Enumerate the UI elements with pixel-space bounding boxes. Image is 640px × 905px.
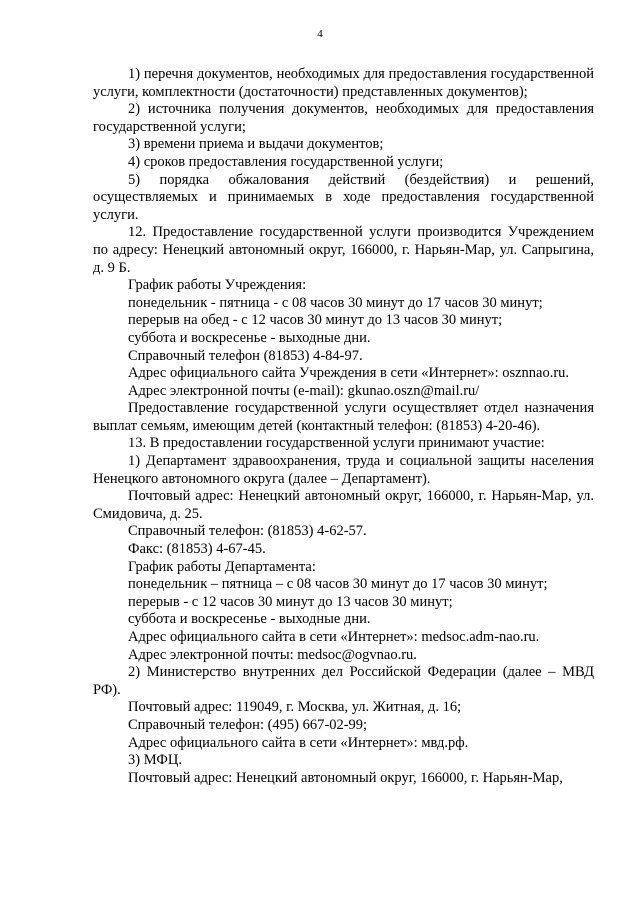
- paragraph-schedule-weekdays: понедельник - пятница - с 08 часов 30 минут до 17 часов 30 минут;: [128, 294, 543, 311]
- paragraph-participant-2: 2) Министерство внутренних дел Российской Федерации (далее – МВД РФ).: [93, 664, 594, 698]
- paragraph-list-item-2: 2) источника получения документов, необходимых для предоставления государственной услуги;: [93, 101, 594, 135]
- paragraph-participant-1-schedule-heading: График работы Департамента:: [128, 558, 316, 575]
- paragraph-participant-1-website: Адрес официального сайта в сети «Интернет»: medsoc.adm-nao.ru.: [128, 629, 540, 645]
- paragraph-section-12: 12. Предоставление государственной услуги производится Учреждением по адресу: Ненецкий автономный округ, 166000, г. Нарьян-Мар, ул. Сапрыгина, д. 9 Б.: [93, 224, 594, 276]
- paragraph-website: Адрес официального сайта Учреждения в сети «Интернет»: osznnao.ru.: [128, 365, 570, 382]
- paragraph-participant-1-weekdays: понедельник – пятница – с 08 часов 30 минут до 17 часов 30 минут;: [128, 576, 548, 593]
- paragraph-email: Адрес электронной почты (e-mail): gkunao.oszn@mail.ru/: [128, 382, 480, 399]
- paragraph-participant-1-email: Адрес электронной почты: medsoc@ogvnao.ru.: [128, 646, 417, 663]
- paragraph-participant-1: 1) Департамент здравоохранения, труда и социальной защиты населения Ненецкого автономного округа (далее – Департамент).: [93, 453, 594, 487]
- paragraph-participant-2-phone: Справочный телефон: (495) 667-02-99;: [128, 716, 368, 733]
- paragraph-participant-1-phone: Справочный телефон: (81853) 4-62-57.: [128, 523, 367, 540]
- paragraph-participant-1-fax: Факс: (81853) 4-67-45.: [128, 541, 266, 558]
- paragraph-participant-3: 3) МФЦ.: [128, 752, 182, 769]
- paragraph-list-item-3: 3) времени приема и выдачи документов;: [128, 136, 384, 153]
- page-number: 4: [317, 28, 323, 40]
- paragraph-participant-3-address: Почтовый адрес: Ненецкий автономный округ, 166000, г. Нарьян-Мар,: [128, 769, 563, 786]
- paragraph-list-item-5: 5) порядка обжалования действий (бездействия) и решений, осуществляемых и принимаемых в ходе предоставления государственной услуги.: [93, 171, 594, 223]
- paragraph-participant-1-break: перерыв - с 12 часов 30 минут до 13 часов 30 минут;: [128, 593, 453, 610]
- paragraph-participant-2-website: Адрес официального сайта в сети «Интернет»: мвд.рф.: [128, 734, 469, 751]
- paragraph-list-item-4: 4) сроков предоставления государственной услуги;: [128, 153, 444, 170]
- paragraph-participant-1-weekend: суббота и воскресенье - выходные дни.: [128, 611, 371, 628]
- document-body: [93, 66, 594, 787]
- paragraph-department-note: Предоставление государственной услуги осуществляет отдел назначения выплат семьям, имеющим детей (контактный телефон: (81853) 4-20-46).: [93, 400, 594, 434]
- paragraph-section-13: 13. В предоставлении государственной услуги принимают участие:: [128, 435, 545, 452]
- paragraph-schedule-break: перерыв на обед - с 12 часов 30 минут до 13 часов 30 минут;: [128, 312, 503, 329]
- paragraph-schedule-heading: График работы Учреждения:: [128, 277, 307, 294]
- paragraph-phone: Справочный телефон (81853) 4-84-97.: [128, 347, 363, 364]
- paragraph-participant-2-address: Почтовый адрес: 119049, г. Москва, ул. Житная, д. 16;: [128, 699, 462, 716]
- paragraph-schedule-weekend: суббота и воскресенье - выходные дни.: [128, 329, 371, 346]
- paragraph-participant-1-address: Почтовый адрес: Ненецкий автономный округ, 166000, г. Нарьян-Мар, ул. Смидовича, д. 25.: [93, 488, 594, 522]
- paragraph-list-item-1: 1) перечня документов, необходимых для предоставления государственной услуги, комплектности (достаточности) представленных документов);: [93, 66, 594, 100]
